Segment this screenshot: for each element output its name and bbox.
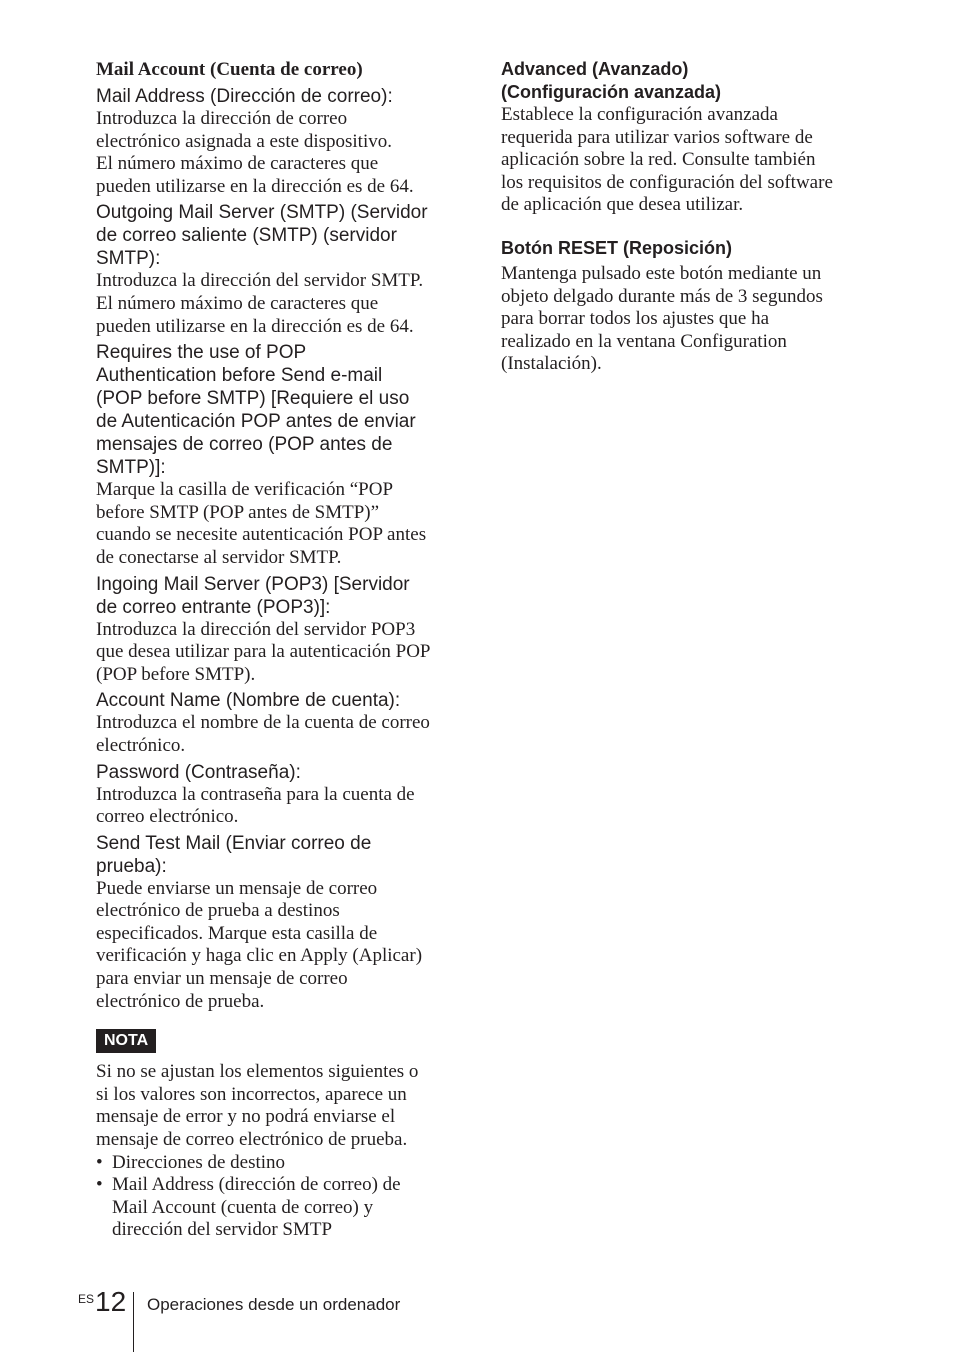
- advanced-description-line: los requisitos de configuración del software: [501, 171, 833, 193]
- field-description-line: correo electrónico.: [96, 806, 239, 828]
- reset-heading: Botón RESET (Reposición): [501, 237, 732, 258]
- bullet-icon: •: [96, 1151, 103, 1173]
- field-description: [96, 878, 461, 1014]
- field-description-line: electrónico.: [96, 734, 186, 756]
- field-description-line: Introduzca la dirección del servidor POP3: [96, 618, 416, 640]
- note-text-line: si los valores son incorrectos, aparece un: [96, 1083, 407, 1105]
- advanced-description-line: aplicación sobre la red. Consulte también: [501, 149, 816, 171]
- field-term-line: mensajes de correo (POP antes de: [96, 434, 393, 456]
- field-description-line: before SMTP (POP antes de SMTP)”: [96, 501, 380, 523]
- field-term: [96, 761, 461, 784]
- field-description-line: El número máximo de caracteres que: [96, 292, 379, 314]
- field-description-line: Introduzca la dirección de correo: [96, 108, 348, 129]
- field-term: [96, 573, 461, 619]
- field-term-line: Mail Address (Dirección de correo):: [96, 86, 393, 107]
- language-code: ES: [78, 1292, 95, 1306]
- advanced-heading-line: (Configuración avanzada): [501, 82, 722, 102]
- field-term: [96, 201, 461, 270]
- field-description-line: que desea utilizar para la autenticación POP: [96, 641, 431, 663]
- field-description-line: Marque la casilla de verificación “POP: [96, 479, 394, 501]
- field-description: [96, 712, 461, 757]
- field-description-line: Puede enviarse un mensaje de correo: [96, 877, 378, 899]
- reset-description-line: para borrar todos los ajustes que ha: [501, 308, 770, 330]
- field-term-line: Account Name (Nombre de cuenta):: [96, 690, 401, 712]
- field-description-line: Introduzca el nombre de la cuenta de correo: [96, 712, 430, 734]
- note-bullet-line: Mail Account (cuenta de correo) y: [112, 1196, 374, 1218]
- advanced-description-line: requerida para utilizar varios software de: [501, 126, 813, 148]
- footer-divider: [133, 1292, 134, 1352]
- field-description: [96, 108, 461, 198]
- note-bullet-list: [96, 1152, 461, 1242]
- field-description: [96, 619, 461, 687]
- note-text-line: Si no se ajustan los elementos siguientes o: [96, 1061, 419, 1083]
- mail-account-items: [96, 85, 461, 1013]
- section-title-mail-account: Mail Account (Cuenta de correo): [96, 59, 363, 80]
- advanced-description-line: de aplicación que desea utilizar.: [501, 194, 744, 216]
- note-bullet-line: Mail Address (dirección de correo) de: [112, 1174, 401, 1196]
- field-term-line: Authentication before Send e-mail: [96, 365, 383, 387]
- field-description-line: cuando se necesite autenticación POP antes: [96, 524, 427, 546]
- note-text-line: mensaje de error y no podrá enviarse el: [96, 1106, 396, 1128]
- advanced-description: [501, 104, 866, 217]
- field-term-line: Ingoing Mail Server (POP3) [Servidor: [96, 573, 410, 595]
- advanced-description-line: Establece la configuración avanzada: [501, 104, 778, 125]
- reset-description-line: realizado en la ventana Configuration: [501, 330, 787, 352]
- bullet-icon: •: [96, 1174, 103, 1196]
- field-description-line: Introduzca la dirección del servidor SMTP.: [96, 270, 424, 292]
- footer-section-title: Operaciones desde un ordenador: [147, 1295, 401, 1314]
- field-description-item: [96, 573, 461, 687]
- note-bullet-line: dirección del servidor SMTP: [112, 1219, 333, 1241]
- field-description-line: verificación y haga clic en Apply (Aplicar): [96, 945, 423, 967]
- page-number: 12: [95, 1286, 127, 1317]
- field-description-item: [96, 201, 461, 338]
- field-term-line: de Autenticación POP antes de enviar: [96, 411, 416, 433]
- note-bullet-item: [96, 1174, 461, 1242]
- field-description-item: [96, 761, 461, 829]
- left-column: [96, 58, 461, 1242]
- field-term-line: de correo entrante (POP3)]:: [96, 596, 331, 618]
- field-term-line: Requires the use of POP: [96, 342, 307, 364]
- field-description-line: para enviar un mensaje de correo: [96, 968, 348, 990]
- field-term: [96, 341, 461, 479]
- field-description-line: (POP before SMTP).: [96, 663, 256, 685]
- field-term: [96, 689, 461, 712]
- field-description-line: pueden utilizarse en la dirección es de 64.: [96, 175, 414, 197]
- field-description-item: [96, 689, 461, 757]
- field-description: [96, 270, 461, 338]
- field-term-line: (POP before SMTP) [Requiere el uso: [96, 388, 410, 410]
- reset-description-line: objeto delgado durante más de 3 segundos: [501, 285, 823, 307]
- field-description-line: electrónico de prueba a destinos: [96, 900, 340, 922]
- field-term: [96, 85, 461, 108]
- field-term-line: SMTP):: [96, 248, 161, 270]
- right-column: [501, 58, 866, 376]
- field-term-line: Password (Contraseña):: [96, 761, 301, 783]
- field-description: [96, 784, 461, 829]
- note-text: [96, 1061, 461, 1151]
- note-bullet-line: Direcciones de destino: [112, 1151, 286, 1173]
- reset-description-line: Mantenga pulsado este botón mediante un: [501, 262, 822, 284]
- field-description-line: El número máximo de caracteres que: [96, 153, 379, 175]
- field-description-item: [96, 341, 461, 569]
- field-description-line: electrónico asignada a este dispositivo.: [96, 130, 392, 152]
- note-label: NOTA: [96, 1029, 156, 1053]
- field-description-line: electrónico de prueba.: [96, 990, 265, 1012]
- field-term-line: SMTP)]:: [96, 457, 166, 479]
- field-term-line: Send Test Mail (Enviar correo de: [96, 832, 372, 854]
- field-term-line: Outgoing Mail Server (SMTP) (Servidor: [96, 202, 428, 224]
- reset-description: [501, 263, 866, 376]
- note-text-line: mensaje de correo electrónico de prueba.: [96, 1129, 408, 1151]
- advanced-heading: [501, 58, 866, 104]
- advanced-heading-line: Advanced (Avanzado): [501, 59, 689, 79]
- field-description-item: [96, 85, 461, 198]
- field-term-line: prueba):: [96, 855, 167, 877]
- field-term-line: de correo saliente (SMTP) (servidor: [96, 225, 397, 247]
- field-description-line: pueden utilizarse en la dirección es de 64.: [96, 315, 414, 337]
- field-description-line: de conectarse al servidor SMTP.: [96, 546, 342, 568]
- field-term: [96, 832, 461, 878]
- field-description-item: [96, 832, 461, 1014]
- field-description-line: Introduzca la contraseña para la cuenta de: [96, 783, 415, 805]
- field-description: [96, 479, 461, 569]
- note-bullet-item: [96, 1152, 461, 1175]
- field-description-line: especificados. Marque esta casilla de: [96, 922, 378, 944]
- reset-description-line: (Instalación).: [501, 353, 602, 375]
